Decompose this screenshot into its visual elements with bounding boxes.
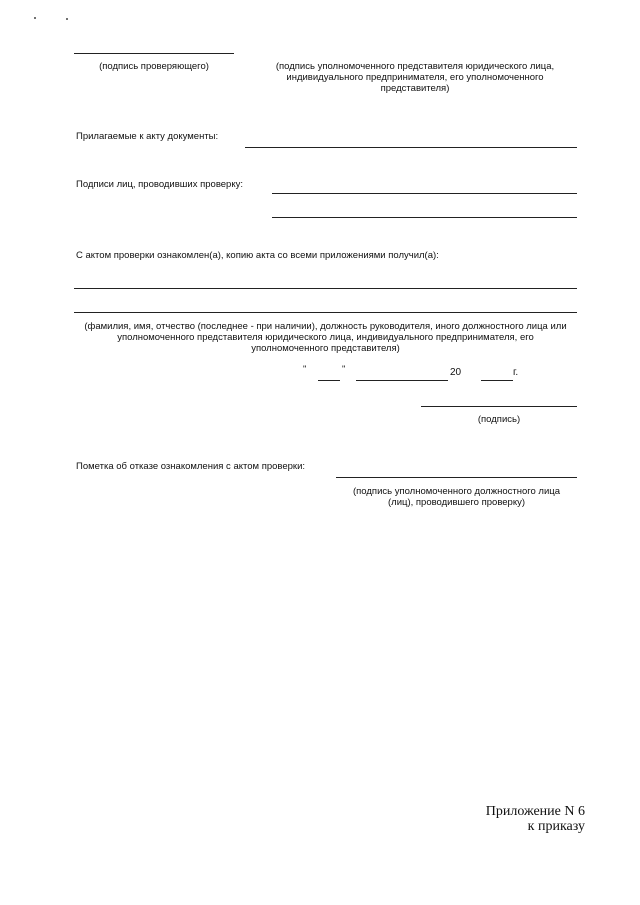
acquainted-signature-line: [421, 406, 577, 407]
inspector-signature-line: [74, 53, 234, 54]
appendix-title: Приложение N 6: [485, 804, 585, 819]
date-year-suffix: г.: [513, 367, 519, 378]
acquainted-line-1: [74, 288, 577, 289]
appendix-subtitle: к приказу: [527, 819, 585, 834]
scan-speck: [66, 18, 68, 20]
representative-signature-caption: (подпись уполномоченного представителя юридического лица, индивидуального предпринимателя, его уполномоченного представителя): [275, 61, 555, 94]
date-quote-close: ": [342, 364, 346, 375]
refusal-caption: (подпись уполномоченного должностного лица (лиц), проводившего проверку): [353, 486, 560, 508]
inspector-signature-line-1: [272, 193, 577, 194]
acquainted-label: С актом проверки ознакомлен(а), копию акта со всеми приложениями получил(а):: [76, 250, 439, 261]
refusal-label: Пометка об отказе ознакомления с актом проверки:: [76, 461, 306, 472]
refusal-line: [336, 477, 577, 478]
attached-docs-label: Прилагаемые к акту документы:: [76, 131, 219, 142]
date-month-line: [356, 380, 448, 381]
acquainted-signature-caption: (подпись): [477, 414, 521, 425]
acquainted-line-2: [74, 312, 577, 313]
inspector-signature-caption: (подпись проверяющего): [99, 61, 209, 72]
inspector-signature-line-2: [272, 217, 577, 218]
scan-speck: [34, 17, 36, 19]
inspectors-signatures-label: Подписи лиц, проводивших проверку:: [76, 179, 243, 190]
date-quote-open: ": [303, 364, 307, 375]
attached-docs-line: [245, 147, 577, 148]
date-year-line: [481, 380, 513, 381]
date-day-line: [318, 380, 340, 381]
acquainted-caption: (фамилия, имя, отчество (последнее - при наличии), должность руководителя, иного должностного лица или уполномоченного представителя юридического лица, индивидуального предпринимателя, его уполномоченного представителя): [84, 321, 567, 354]
date-century: 20: [450, 367, 462, 378]
